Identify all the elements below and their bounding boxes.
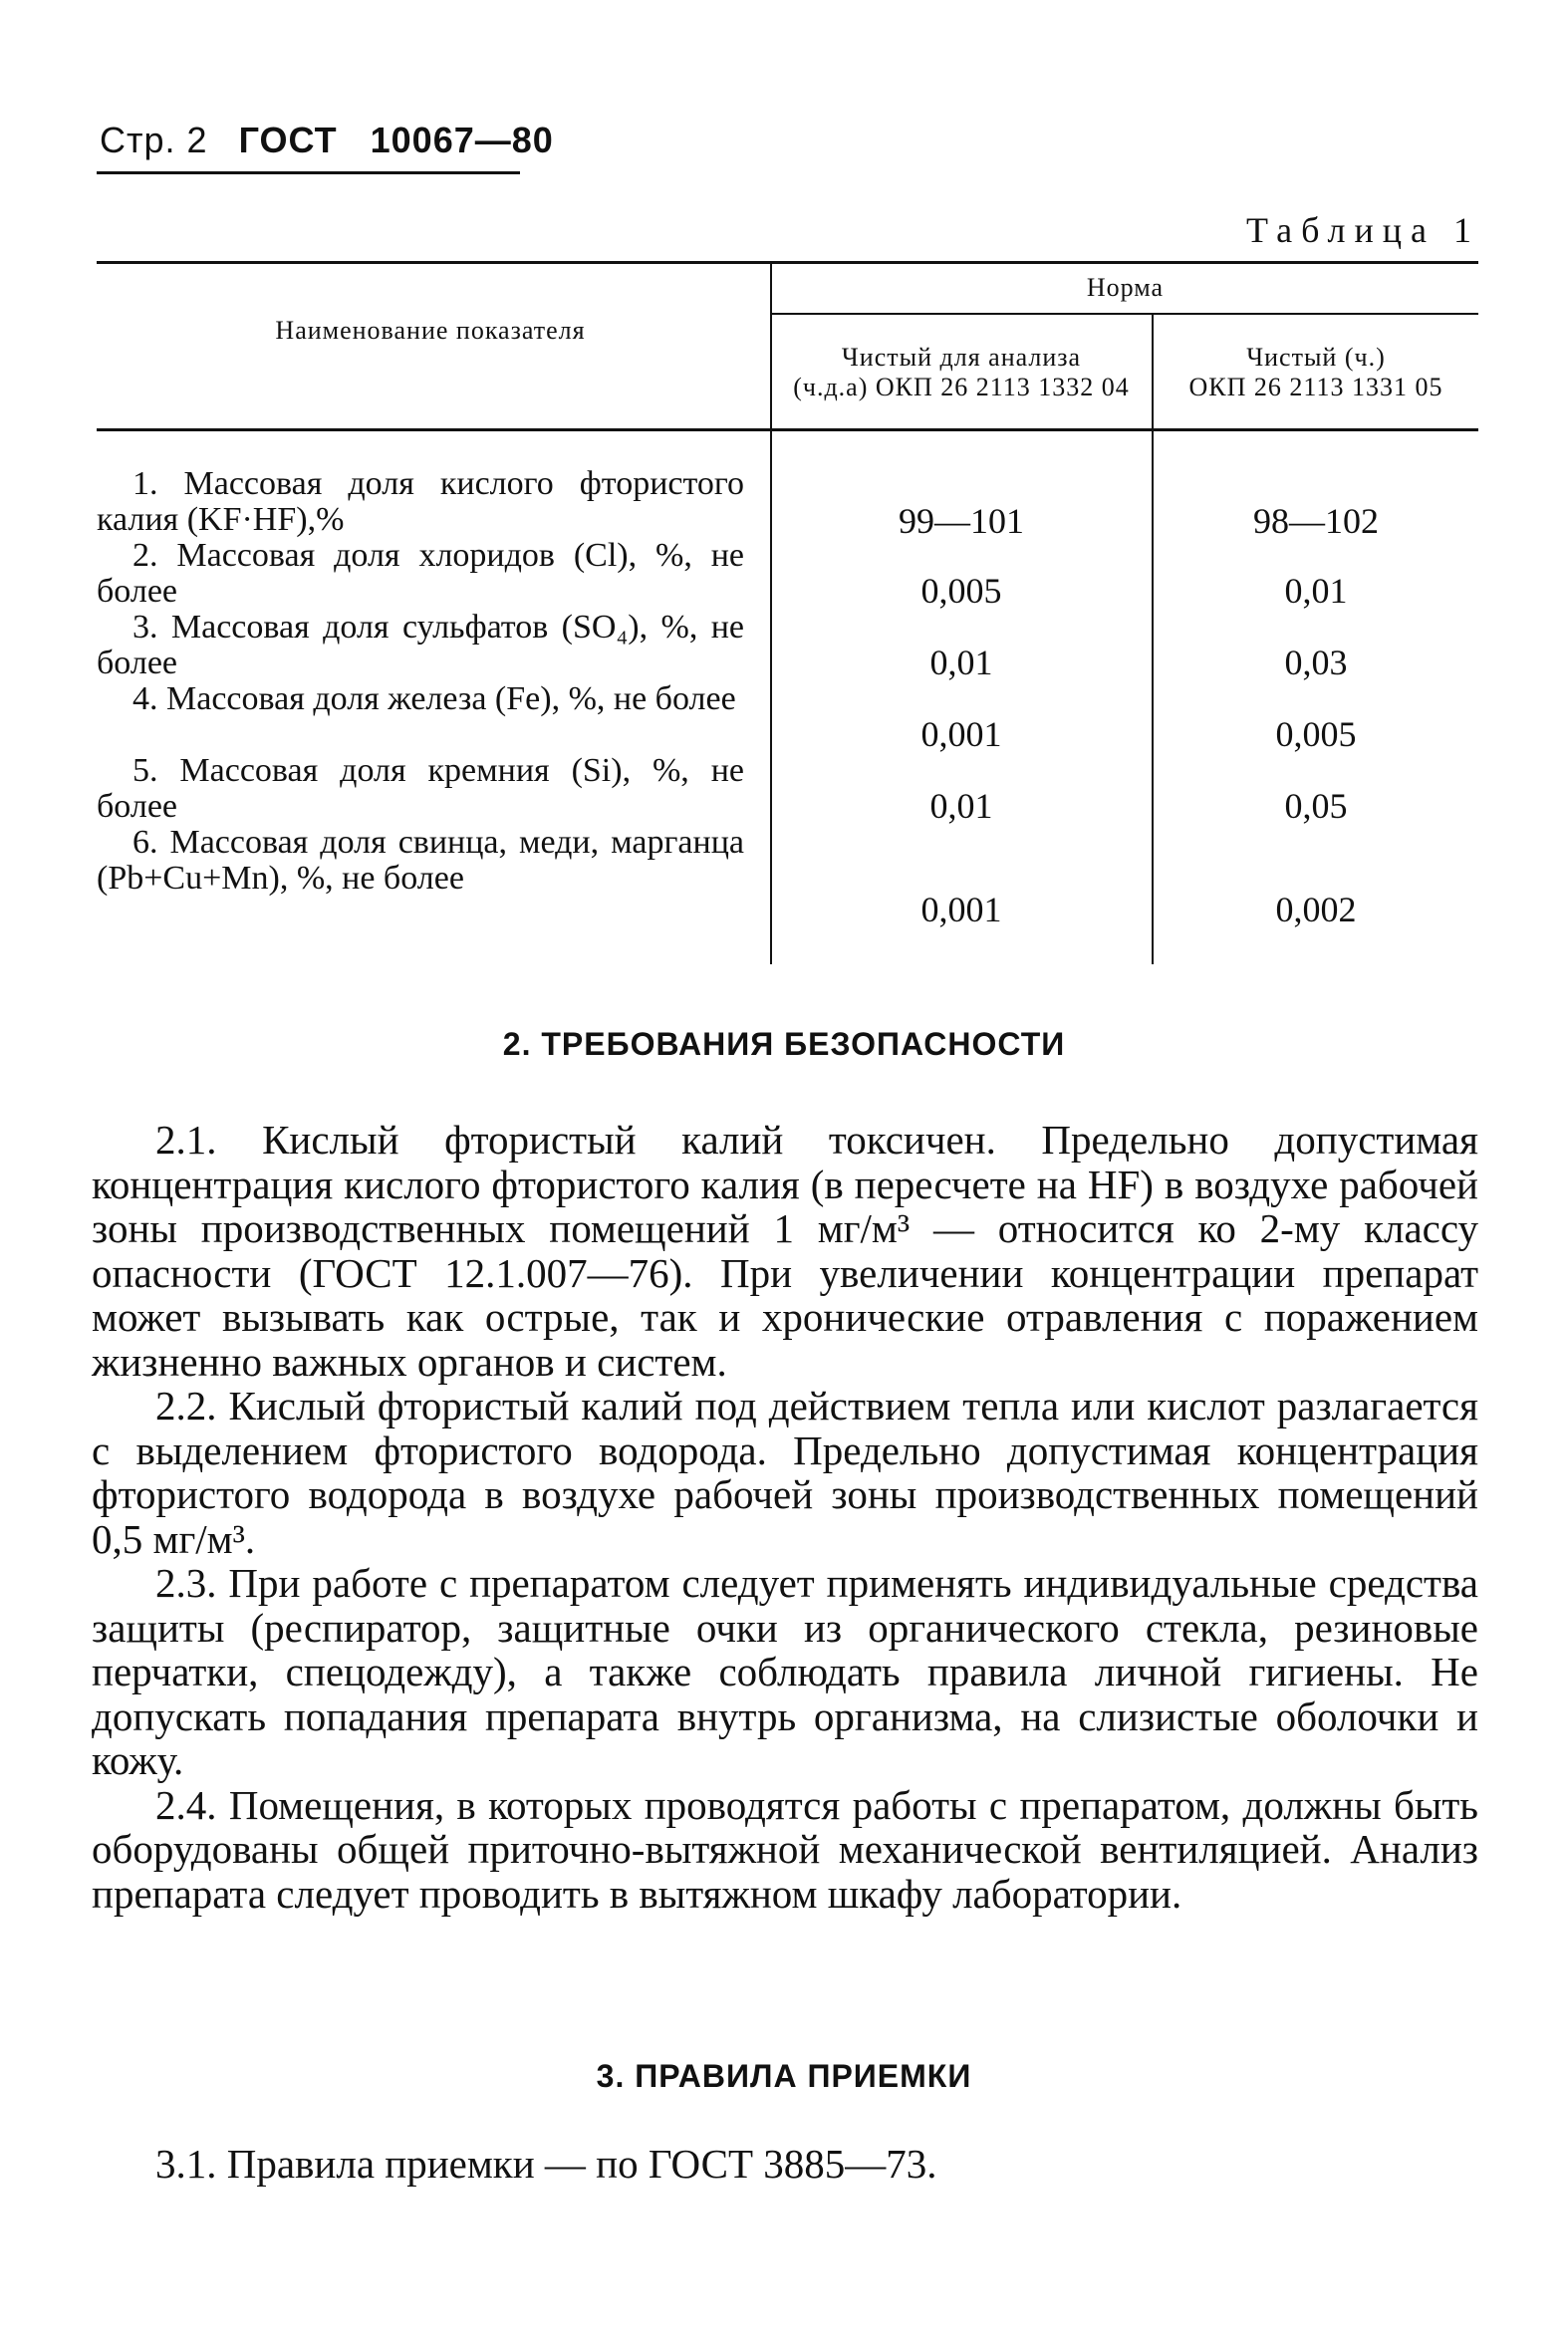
col-name-header: Наименование показателя [275, 316, 586, 345]
table-row-label: 3. Массовая доля сульфатов (SO₄), %, не более [97, 609, 744, 681]
table-cell-a: 0,005 [920, 571, 1002, 611]
table-cell-a: 0,001 [920, 890, 1002, 929]
norm-header: Норма [1086, 273, 1165, 302]
table-cell-b: 0,002 [1275, 890, 1357, 929]
table-cell-a: 99—101 [899, 501, 1024, 541]
section-2-title: 2. ТРЕБОВАНИЯ БЕЗОПАСНОСТИ [502, 1026, 1066, 1062]
norm-header-rule [770, 313, 1478, 315]
col-a-header-line1: Чистый для анализа [841, 343, 1082, 372]
table-cell-b: 0,05 [1284, 786, 1348, 826]
header-rule [97, 171, 520, 174]
table-cell-b: 98—102 [1253, 501, 1379, 541]
table-cell-a: 0,01 [929, 786, 993, 826]
table-cell-a: 0,001 [920, 714, 1002, 754]
table-cell-b: 0,01 [1284, 571, 1348, 611]
table-row-label: 6. Массовая доля свинца, меди, марганца (Pb+Cu+Mn), %, не более [97, 824, 744, 897]
table-cell-b: 0,03 [1284, 643, 1348, 682]
section-2-body [92, 1118, 1478, 1916]
paragraph: 2.2. Кислый фтористый калий под действием тепла или кислот разлагается с выделением фтористого водорода. Предельно допустимая концентрация фтористого водорода в воздухе рабочей зоны производственных помещений 0,5 мг/м³. [92, 1383, 1478, 1562]
col-a-header [772, 343, 1151, 402]
paragraph: 2.1. Кислый фтористый калий токсичен. Предельно допустимая концентрация кислого фтористого калия (в пересчете на HF) в воздухе рабочей зоны производственных помещений 1 мг/м³ — относится ко 2-му классу опасности (ГОСТ 12.1.007—76). При увеличении концентрации препарат может вызывать как острые, так и хронические отравления с поражением жизненно важных органов и систем. [92, 1117, 1478, 1385]
page-header [100, 120, 554, 161]
section-3-title: 3. ПРАВИЛА ПРИЕМКИ [596, 2058, 972, 2094]
col-b-header-line1: Чистый (ч.) [1246, 343, 1386, 372]
col-b-header [1154, 343, 1478, 402]
paragraph: 3.1. Правила приемки — по ГОСТ 3885—73. [155, 2141, 937, 2187]
paragraph: 2.3. При работе с препаратом следует применять индивидуальные средства защиты (респиратор, защитные очки из органического стекла, резиновые перчатки, спецодежду), а также соблюдать правила личной гигиены. Не допускать попадания препарата внутрь организма, на слизистые оболочки и кожу. [92, 1560, 1478, 1783]
specs-table [97, 261, 1478, 978]
table-row-label: 5. Массовая доля кремния (Si), %, не более [97, 752, 744, 825]
table-row-label: 4. Массовая доля железа (Fe), %, не более [132, 680, 736, 717]
col-b-header-line2: ОКП 26 2113 1331 05 [1188, 373, 1443, 401]
col-a-header-line2: (ч.д.а) ОКП 26 2113 1332 04 [793, 373, 1130, 401]
doc-number: 10067—80 [370, 120, 554, 160]
table-row-label: 2. Массовая доля хлоридов (Cl), %, не более [97, 537, 744, 610]
page-label: Стр. [100, 120, 176, 160]
gost-label: ГОСТ [238, 120, 338, 160]
header-bottom-rule [97, 428, 1478, 431]
section-3-body [92, 2142, 1478, 2187]
table-caption: Таблица 1 [1246, 210, 1480, 250]
table-row-label: 1. Массовая доля кислого фтористого калия (KF·HF),% [97, 465, 744, 538]
table-divider-2 [1152, 315, 1154, 964]
page-number: 2 [186, 120, 208, 160]
table-cell-a: 0,01 [929, 643, 993, 682]
table-top-rule [97, 261, 1478, 264]
paragraph: 2.4. Помещения, в которых проводятся работы с препаратом, должны быть оборудованы общей приточно-вытяжной механической вентиляцией. Анализ препарата следует проводить в вытяжном шкафу лаборатории. [92, 1781, 1478, 1917]
table-cell-b: 0,005 [1275, 714, 1357, 754]
